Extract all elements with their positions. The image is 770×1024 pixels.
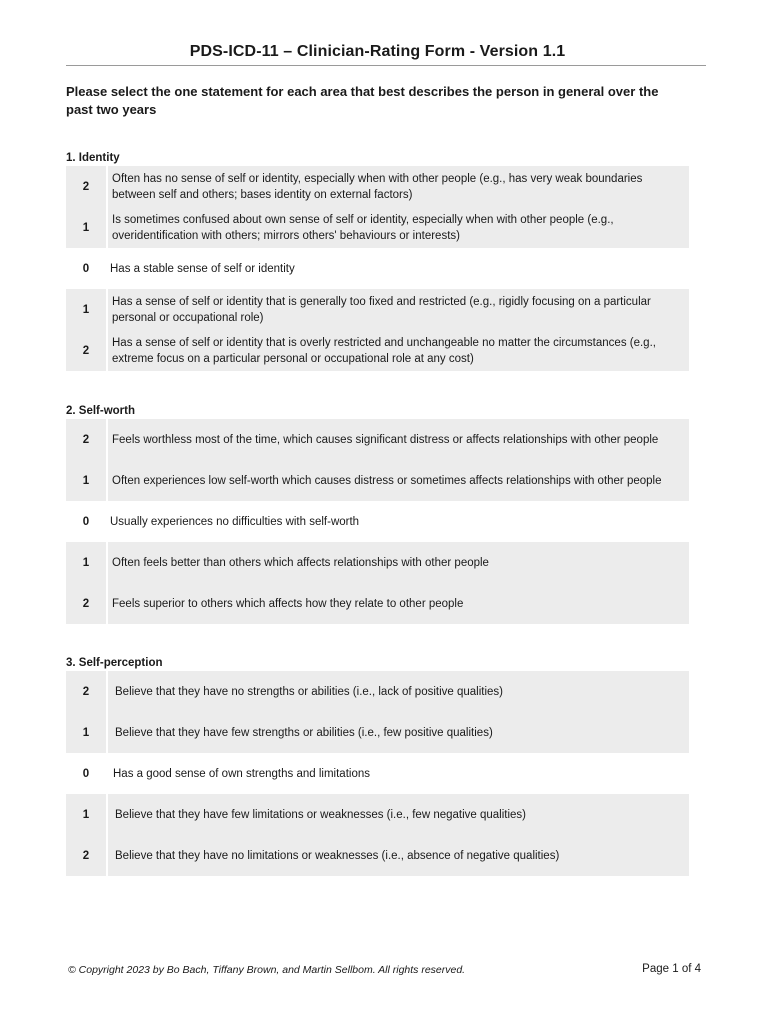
option-score: 0: [82, 767, 90, 780]
rating-option[interactable]: [66, 207, 689, 248]
section-self-perception: [66, 656, 689, 876]
option-text: Is sometimes confused about own sense of self or identity, especially when with other people (e.g., overidentification with others; mirrors others' behaviours or interests): [112, 213, 614, 242]
option-text: Feels superior to others which affects how they relate to other people: [112, 597, 464, 610]
option-score: 1: [66, 542, 108, 583]
option-score: 2: [66, 835, 108, 876]
section-identity: [66, 151, 689, 371]
option-text: Believe that they have few limitations or weaknesses (i.e., few negative qualities): [115, 808, 527, 821]
option-text: Has a sense of self or identity that is generally too fixed and restricted (e.g., rigidly focusing on a particular personal or occupational role): [112, 295, 651, 324]
option-score: 1: [66, 794, 108, 835]
option-text: Believe that they have few strengths or abilities (i.e., few positive qualities): [115, 726, 493, 739]
option-score: 0: [82, 262, 90, 275]
option-score: 2: [66, 419, 108, 460]
option-text: Usually experiences no difficulties with self-worth: [110, 515, 360, 528]
rating-option[interactable]: [66, 501, 689, 542]
rating-option[interactable]: [66, 330, 689, 371]
rating-option[interactable]: [66, 712, 689, 753]
option-score: 1: [66, 207, 108, 248]
section-heading: 1. Identity: [66, 152, 120, 164]
option-score: 0: [82, 515, 90, 528]
section-heading: 2. Self-worth: [66, 405, 136, 417]
option-text: Believe that they have no strengths or abilities (i.e., lack of positive qualities): [115, 685, 504, 698]
section-heading: 3. Self-perception: [66, 657, 163, 669]
option-text: Often experiences low self-worth which causes distress or sometimes affects relationships with other people: [112, 474, 662, 487]
rating-option[interactable]: [66, 583, 689, 624]
section-self-worth: [66, 404, 689, 624]
rating-option[interactable]: [66, 542, 689, 583]
option-score: 2: [66, 330, 108, 371]
option-score: 1: [66, 460, 108, 501]
instructions: Please select the one statement for each area that best describes the person in general over the past two years: [66, 84, 659, 117]
rating-option[interactable]: [66, 166, 689, 207]
page-title: PDS-ICD-11 – Clinician-Rating Form - Version 1.1: [189, 43, 566, 60]
option-score: 1: [66, 289, 108, 330]
option-score: 2: [66, 166, 108, 207]
rating-option[interactable]: [66, 248, 689, 289]
option-text: Often has no sense of self or identity, especially when with other people (e.g., has very weak boundaries between self and others; bases identity on external factors): [112, 172, 643, 201]
option-text: Often feels better than others which affects relationships with other people: [112, 556, 489, 569]
rating-option[interactable]: [66, 753, 689, 794]
rating-option[interactable]: [66, 419, 689, 460]
rating-option[interactable]: [66, 835, 689, 876]
rating-option[interactable]: [66, 671, 689, 712]
option-score: 1: [66, 712, 108, 753]
option-text: Feels worthless most of the time, which causes significant distress or affects relationships with other people: [112, 433, 659, 446]
option-text: Believe that they have no limitations or weaknesses (i.e., absence of negative qualities): [115, 849, 560, 862]
option-text: Has a sense of self or identity that is overly restricted and unchangeable no matter the circumstances (e.g., extreme focus on a particular personal or occupational role at any cost): [112, 336, 656, 365]
copyright-notice: © Copyright 2023 by Bo Bach, Tiffany Brown, and Martin Sellbom. All rights reserved.: [68, 964, 466, 976]
option-score: 2: [66, 671, 108, 712]
option-score: 2: [66, 583, 108, 624]
rating-option[interactable]: [66, 460, 689, 501]
page-number: Page 1 of 4: [642, 963, 701, 975]
option-text: Has a good sense of own strengths and limitations: [113, 767, 370, 780]
title-divider: [66, 65, 706, 66]
option-text: Has a stable sense of self or identity: [110, 262, 295, 275]
rating-option[interactable]: [66, 289, 689, 330]
rating-option[interactable]: [66, 794, 689, 835]
